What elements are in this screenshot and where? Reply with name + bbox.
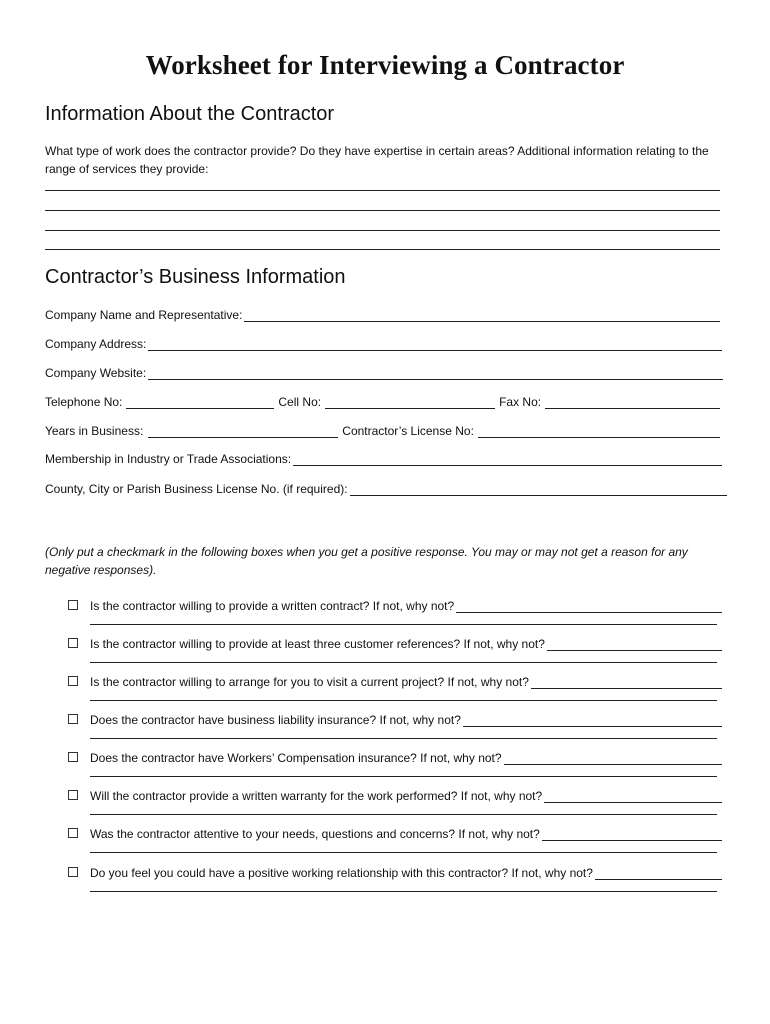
services-prompt: What type of work does the contractor provide? Do they have expertise in certain areas? Additional information relating to the range of services they provide: xyxy=(45,144,709,176)
question-item xyxy=(65,864,725,904)
company-address-label: Company Address: xyxy=(45,337,147,351)
telephone-input[interactable] xyxy=(126,396,274,409)
checkbox[interactable] xyxy=(68,867,78,877)
answer-input[interactable] xyxy=(542,828,722,841)
cell-label: Cell No: xyxy=(278,395,322,409)
services-answer-line[interactable] xyxy=(45,190,720,191)
business-license-label: County, City or Parish Business License No. (if required): xyxy=(45,482,348,496)
company-website-input[interactable] xyxy=(148,367,723,380)
answer-line[interactable] xyxy=(90,776,717,777)
worksheet-title: Worksheet for Interviewing a Contractor xyxy=(145,50,625,80)
answer-input[interactable] xyxy=(544,790,722,803)
question-text: Does the contractor have business liability insurance? If not, why not? xyxy=(90,713,461,727)
answer-line[interactable] xyxy=(90,738,717,739)
question-item xyxy=(65,597,725,637)
services-answer-line[interactable] xyxy=(45,230,720,231)
checkbox[interactable] xyxy=(68,638,78,648)
question-text: Do you feel you could have a positive working relationship with this contractor? If not, why not? xyxy=(90,866,593,880)
checkbox[interactable] xyxy=(68,790,78,800)
checkbox[interactable] xyxy=(68,828,78,838)
fax-input[interactable] xyxy=(545,396,720,409)
answer-input[interactable] xyxy=(547,638,722,651)
company-address-field xyxy=(45,335,722,351)
answer-input[interactable] xyxy=(504,752,722,765)
answer-line[interactable] xyxy=(90,852,717,853)
answer-line[interactable] xyxy=(90,662,717,663)
checkbox[interactable] xyxy=(68,752,78,762)
section-heading-contractor-info: Information About the Contractor xyxy=(45,103,335,125)
answer-line[interactable] xyxy=(90,624,717,625)
phone-fields-row xyxy=(45,393,720,409)
question-item xyxy=(65,711,725,751)
license-input[interactable] xyxy=(478,425,720,438)
years-input[interactable] xyxy=(148,425,338,438)
question-item xyxy=(65,825,725,865)
membership-field xyxy=(45,450,722,466)
question-item xyxy=(65,749,725,789)
answer-input[interactable] xyxy=(595,867,722,880)
company-name-input[interactable] xyxy=(244,309,720,322)
question-text: Will the contractor provide a written warranty for the work performed? If not, why not? xyxy=(90,789,543,803)
company-address-input[interactable] xyxy=(148,338,722,351)
checkbox[interactable] xyxy=(68,676,78,686)
services-answer-line[interactable] xyxy=(45,249,720,250)
business-license-field xyxy=(45,480,727,496)
services-answer-line[interactable] xyxy=(45,210,720,211)
business-license-input[interactable] xyxy=(350,483,727,496)
question-text: Is the contractor willing to provide a written contract? If not, why not? xyxy=(90,599,455,613)
question-text: Does the contractor have Workers’ Compensation insurance? If not, why not? xyxy=(90,751,502,765)
telephone-label: Telephone No: xyxy=(45,395,123,409)
section-heading-business-info: Contractor’s Business Information xyxy=(45,266,346,288)
answer-line[interactable] xyxy=(90,700,717,701)
answer-line[interactable] xyxy=(90,891,717,892)
years-label: Years in Business: xyxy=(45,424,144,438)
question-text: Is the contractor willing to provide at least three customer references? If not, why not? xyxy=(90,637,545,651)
answer-input[interactable] xyxy=(463,714,722,727)
checkbox[interactable] xyxy=(68,600,78,610)
checkmark-instructions: (Only put a checkmark in the following boxes when you get a positive response. You may or may not get a reason for any negative responses). xyxy=(45,545,688,577)
question-item xyxy=(65,635,725,675)
membership-input[interactable] xyxy=(293,453,722,466)
question-text: Was the contractor attentive to your needs, questions and concerns? If not, why not? xyxy=(90,827,540,841)
years-license-row xyxy=(45,422,720,438)
answer-line[interactable] xyxy=(90,814,717,815)
company-name-label: Company Name and Representative: xyxy=(45,308,243,322)
company-website-label: Company Website: xyxy=(45,366,147,380)
answer-input[interactable] xyxy=(531,676,722,689)
fax-label: Fax No: xyxy=(499,395,542,409)
license-label: Contractor’s License No: xyxy=(342,424,474,438)
checkbox[interactable] xyxy=(68,714,78,724)
company-name-field xyxy=(45,306,720,322)
membership-label: Membership in Industry or Trade Associations: xyxy=(45,452,292,466)
company-website-field xyxy=(45,364,723,380)
question-item xyxy=(65,787,725,827)
answer-input[interactable] xyxy=(456,600,722,613)
cell-input[interactable] xyxy=(325,396,495,409)
question-item xyxy=(65,673,725,713)
question-text: Is the contractor willing to arrange for you to visit a current project? If not, why not? xyxy=(90,675,529,689)
